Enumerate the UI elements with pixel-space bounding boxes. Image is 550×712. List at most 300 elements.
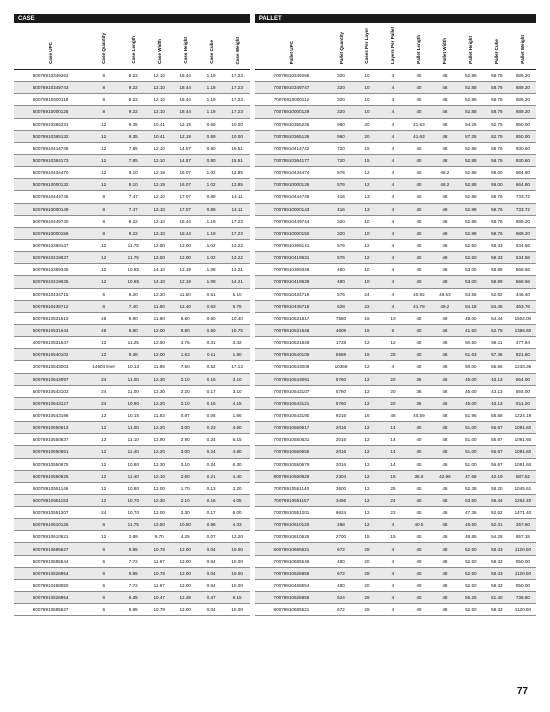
table-cell: 48 [432, 531, 458, 543]
table-cell: 14 [380, 434, 406, 446]
table-cell: 320 [328, 94, 354, 106]
table-cell: 7.72 [120, 579, 146, 591]
table-cell: 634.56 [510, 239, 536, 251]
table-cell: 10 [354, 276, 380, 288]
table-cell: 8 [87, 203, 120, 215]
table-cell: 4 [380, 191, 406, 203]
table-cell: 1.19 [198, 227, 224, 239]
table-cell: 9.35 [120, 118, 146, 130]
table-cell: 960 [328, 130, 354, 142]
table-cell: 9.22 [120, 94, 146, 106]
table-cell: 2304 [328, 470, 354, 482]
table-cell: 11.40 [120, 470, 146, 482]
table-cell: 50078910543127 [14, 397, 87, 409]
table-row [14, 154, 536, 166]
table-cell: 64.45 [484, 300, 510, 312]
table-cell: 0.51 [198, 288, 224, 300]
column-header [484, 23, 510, 70]
table-cell: 576 [328, 239, 354, 251]
table-cell: 9.22 [120, 70, 146, 82]
table-cell: 1120.00 [510, 604, 536, 616]
column-header-label: Case UPC [48, 42, 54, 64]
table-cell: 14.21 [224, 276, 250, 288]
table-cell: 0.64 [198, 555, 224, 567]
table-cell: 50078910000149 [14, 203, 87, 215]
table-cell: 24 [87, 385, 120, 397]
table-cell: 48.2 [432, 179, 458, 191]
table-cell: 10.80 [120, 482, 146, 494]
table-cell: 58.33 [484, 567, 510, 579]
table-cell: 6 [87, 567, 120, 579]
table-cell: 50078910610126 [14, 519, 87, 531]
table-cell: 53.00 [458, 276, 484, 288]
table-cell: 54.28 [484, 531, 510, 543]
table-cell: 58.89 [484, 276, 510, 288]
table-cell: 40 [406, 422, 432, 434]
table-cell: 48 [432, 227, 458, 239]
table-cell: 45.00 [458, 373, 484, 385]
table-cell: 18.44 [172, 94, 198, 106]
table-cell: 12 [87, 142, 120, 154]
table-cell: 10.78 [146, 604, 172, 616]
table-cell: 4 [380, 130, 406, 142]
table-cell: 52.38 [458, 482, 484, 494]
table-cell: 70078910468554 [255, 579, 328, 591]
table-cell: 664.80 [510, 179, 536, 191]
table-cell: 70078910551201 [255, 507, 328, 519]
table-row [14, 227, 536, 239]
table-cell: 70078910434474 [255, 167, 328, 179]
table-cell: 15 [354, 142, 380, 154]
table-cell: 7.47 [120, 191, 146, 203]
table-cell: 40 [406, 604, 432, 616]
table-row [14, 276, 536, 288]
table-cell: 52.78 [484, 324, 510, 336]
table-row [14, 252, 536, 264]
table-cell: 10.41 [146, 130, 172, 142]
table-cell: 36 [406, 373, 432, 385]
table-row [14, 288, 536, 300]
table-cell: 12 [87, 434, 120, 446]
table-cell: 0.24 [198, 434, 224, 446]
table-cell: 12 [87, 154, 120, 166]
table-cell: 48 [432, 482, 458, 494]
table-cell: 14.10 [146, 276, 172, 288]
table-cell: 50078910551153 [14, 494, 87, 506]
table-cell: 10.00 [224, 567, 250, 579]
table-cell: 0.96 [198, 519, 224, 531]
table-cell: 20 [380, 373, 406, 385]
table-cell: 48 [432, 519, 458, 531]
table-cell: 12 [354, 507, 380, 519]
table-cell: 1091.60 [510, 422, 536, 434]
table-cell: 43.13 [484, 385, 510, 397]
table-cell: 4 [380, 264, 406, 276]
table-cell: 55.56 [484, 361, 510, 373]
table-cell: 5760 [328, 385, 354, 397]
table-cell: 12.20 [146, 397, 172, 409]
table-cell: 9.10 [120, 167, 146, 179]
table-cell: 1091.60 [510, 446, 536, 458]
table-row [14, 422, 536, 434]
table-cell: 12 [87, 118, 120, 130]
table-cell: 733.72 [510, 203, 536, 215]
table-cell: 0.21 [198, 470, 224, 482]
table-cell: 56.11 [484, 337, 510, 349]
table-cell: 0.17 [198, 507, 224, 519]
table-cell: 568.66 [510, 276, 536, 288]
table-cell: 15 [354, 154, 380, 166]
table-cell: 8.80 [172, 324, 198, 336]
table-cell: 50078910365132 [14, 130, 87, 142]
table-cell: 48 [380, 409, 406, 421]
table-cell: 60078910685527 [14, 604, 87, 616]
table-cell: 720 [328, 154, 354, 166]
table-cell: 14.11 [224, 203, 250, 215]
table-cell: 4 [380, 106, 406, 118]
table-cell: 50078910550613 [14, 422, 87, 434]
table-cell: 3.00 [172, 446, 198, 458]
table-cell: 7.85 [120, 154, 146, 166]
pallet-group-header: PALLET [255, 14, 536, 23]
table-cell: 48 [87, 312, 120, 324]
column-header-label: Case Height [182, 37, 188, 64]
table-cell: 46 [432, 397, 458, 409]
table-cell: 40.92 [406, 288, 432, 300]
table-row [14, 567, 536, 579]
table-cell: 960 [328, 118, 354, 130]
column-header [14, 23, 87, 70]
table-cell: 921.60 [510, 349, 536, 361]
table-cell: 48 [432, 592, 458, 604]
table-cell: 6.30 [224, 458, 250, 470]
table-cell: 11.97 [146, 555, 172, 567]
table-cell: 20 [354, 555, 380, 567]
table-cell: 12.10 [146, 70, 172, 82]
table-cell: 1.02 [198, 252, 224, 264]
table-cell: 40 [406, 579, 432, 591]
table-cell: 46.50 [458, 519, 484, 531]
table-cell: 12 [354, 519, 380, 531]
table-cell: 15.51 [224, 154, 250, 166]
table-cell: 6 [380, 324, 406, 336]
table-cell: 10.00 [224, 555, 250, 567]
table-cell: 16 [354, 409, 380, 421]
table-cell: 48 [432, 82, 458, 94]
table-cell: 0.63 [198, 300, 224, 312]
table-row [14, 385, 536, 397]
table-cell: 12.10 [146, 227, 172, 239]
table-cell: 4 [380, 70, 406, 82]
table-cell: 28 [354, 604, 380, 616]
table-cell: 48 [432, 215, 458, 227]
table-cell: 10.00 [224, 130, 250, 142]
table-cell: 54.18 [458, 300, 484, 312]
table-cell: 48 [432, 567, 458, 579]
table-cell: 12 [87, 494, 120, 506]
table-cell: 672 [328, 604, 354, 616]
table-cell: 70078910543008 [255, 361, 328, 373]
table-cell: 4.60 [224, 422, 250, 434]
table-cell: 16 [380, 470, 406, 482]
column-header-row [14, 23, 536, 70]
table-cell: 40 [406, 154, 432, 166]
table-cell: 12.00 [172, 252, 198, 264]
table-cell: 49.2 [432, 300, 458, 312]
table-cell: 416 [328, 203, 354, 215]
table-cell: 811.20 [510, 397, 536, 409]
table-cell: 24 [354, 288, 380, 300]
table-cell: 12 [87, 458, 120, 470]
table-cell: 70078910369349 [255, 264, 328, 276]
table-cell: 9.22 [120, 227, 146, 239]
table-cell: 36 [406, 385, 432, 397]
table-row [14, 507, 536, 519]
table-cell: 48 [432, 409, 458, 421]
table-cell: 54.26 [458, 118, 484, 130]
table-cell: 36 [406, 397, 432, 409]
table-cell: 12.19 [146, 167, 172, 179]
case-group-header: CASE [14, 14, 250, 23]
table-cell: 6.00 [224, 507, 250, 519]
table-cell: 48 [432, 154, 458, 166]
table-cell: 10 [354, 264, 380, 276]
table-cell: 40 [406, 592, 432, 604]
table-cell: 3.32 [224, 337, 250, 349]
table-cell: 957.18 [510, 531, 536, 543]
table-cell: 58.20 [484, 482, 510, 494]
table-cell: 0.24 [198, 446, 224, 458]
table-row [14, 519, 536, 531]
table-cell: 5.10 [224, 288, 250, 300]
table-cell: 70078910000150 [255, 227, 328, 239]
table-cell: 70078910550617 [255, 422, 328, 434]
table-cell: 70078910526858 [255, 592, 328, 604]
table-cell: 28 [354, 543, 380, 555]
table-cell: 1.90 [224, 349, 250, 361]
table-row [14, 373, 536, 385]
table-cell: 1120.00 [510, 567, 536, 579]
table-cell: 50078910000118 [14, 94, 87, 106]
table-cell: 50078910543097 [14, 373, 87, 385]
table-cell: 4.05 [224, 494, 250, 506]
column-header-label: Pallet Length [416, 35, 422, 64]
table-cell: 4 [380, 154, 406, 166]
table-row [14, 555, 536, 567]
table-cell: 4.80 [224, 446, 250, 458]
table-cell: 48 [432, 579, 458, 591]
table-cell: 50.50 [458, 337, 484, 349]
table-cell: 58.33 [484, 555, 510, 567]
table-cell: 576 [328, 288, 354, 300]
table-cell: 70078910543091 [255, 373, 328, 385]
column-header [120, 23, 146, 70]
table-cell: 7.47 [120, 203, 146, 215]
table-cell: 0.04 [198, 543, 224, 555]
table-cell: 1.02 [198, 179, 224, 191]
table-cell: 52.88 [458, 167, 484, 179]
table-cell: 40 [406, 458, 432, 470]
table-cell: 3456 [328, 494, 354, 506]
table-cell: 52.88 [458, 94, 484, 106]
table-cell: 477.94 [510, 337, 536, 349]
table-cell: 80078910685521 [255, 604, 328, 616]
table-cell: 3.20 [224, 482, 250, 494]
table-cell: 7680 [328, 312, 354, 324]
table-cell: 4 [380, 276, 406, 288]
table-cell: 40 [406, 337, 432, 349]
table-cell: 87.26 [458, 130, 484, 142]
table-cell: 930.60 [510, 154, 536, 166]
table-cell: 12 [354, 470, 380, 482]
table-cell: 16 [354, 324, 380, 336]
table-cell: 56.67 [484, 446, 510, 458]
table-row [14, 579, 536, 591]
table-cell: 59.00 [484, 179, 510, 191]
table-cell: 12 [354, 361, 380, 373]
table-cell: 48 [432, 142, 458, 154]
table-cell: 70078910531517 [255, 312, 328, 324]
table-cell: 70078910543121 [255, 397, 328, 409]
table-cell: 70078910414742 [255, 142, 328, 154]
table-cell: 59.00 [484, 167, 510, 179]
table-cell: 13.50 [146, 519, 172, 531]
table-cell: 52.88 [458, 227, 484, 239]
table-cell: 56.67 [484, 422, 510, 434]
table-cell: 3.10 [224, 385, 250, 397]
table-cell: 2016 [328, 458, 354, 470]
table-cell: 6 [87, 604, 120, 616]
table-cell: 12.30 [146, 373, 172, 385]
table-cell: 4 [380, 94, 406, 106]
table-cell: 11.00 [120, 385, 146, 397]
table-cell: 16 [354, 312, 380, 324]
table-cell: 11.00 [120, 422, 146, 434]
table-cell: 70078910369141 [255, 239, 328, 251]
table-cell: 4 [380, 592, 406, 604]
table-cell: 1.02 [198, 239, 224, 251]
table-cell: 12.90 [146, 434, 172, 446]
table-cell: 70078910526858 [255, 567, 328, 579]
table-cell: 12.10 [146, 82, 172, 94]
table-cell: 587.52 [510, 470, 536, 482]
table-cell: 6.20 [120, 288, 146, 300]
table-cell: 0.04 [198, 567, 224, 579]
table-cell: 480 [328, 276, 354, 288]
table-cell: 48 [432, 543, 458, 555]
table-cell: 10 [354, 94, 380, 106]
table-cell: 12.19 [172, 276, 198, 288]
table-cell: 4 [380, 288, 406, 300]
table-row [14, 130, 536, 142]
table-cell: 12 [87, 167, 120, 179]
table-row [14, 203, 536, 215]
table-cell: 6.15 [224, 434, 250, 446]
table-cell: 40 [406, 494, 432, 506]
table-cell: 52.88 [458, 154, 484, 166]
column-header [255, 23, 328, 70]
table-cell: 70078910419631 [255, 252, 328, 264]
table-cell: 15 [354, 531, 380, 543]
table-cell: 11.60 [172, 288, 198, 300]
table-cell: 6 [87, 579, 120, 591]
table-cell: 6 [87, 519, 120, 531]
table-cell: 48 [432, 264, 458, 276]
column-header [87, 23, 120, 70]
table-cell: 7.40 [120, 300, 146, 312]
table-cell: 12 [87, 446, 120, 458]
table-cell: 70078910365136 [255, 130, 328, 142]
table-cell: 12.50 [146, 252, 172, 264]
table-cell: 0.16 [198, 494, 224, 506]
table-cell: 10.40 [224, 312, 250, 324]
table-cell: 56.67 [484, 434, 510, 446]
table-cell: 50078910685544 [14, 555, 87, 567]
table-cell: 50078910550651 [14, 446, 87, 458]
table-cell: 58.76 [484, 94, 510, 106]
table-cell: 58.76 [484, 215, 510, 227]
table-cell: 18.44 [172, 227, 198, 239]
table-cell: 20 [380, 385, 406, 397]
table-cell: 40 [406, 531, 432, 543]
column-header-label: Pallet Cube [494, 38, 500, 64]
table-row [14, 142, 536, 154]
table-cell: 12 [87, 349, 120, 361]
table-row [14, 324, 536, 336]
table-cell: 689.20 [510, 227, 536, 239]
table-cell: 9.80 [120, 324, 146, 336]
table-cell: 10 [354, 70, 380, 82]
table-cell: 7.85 [120, 142, 146, 154]
table-body [14, 70, 536, 616]
column-header [198, 23, 224, 70]
table-cell: 8 [87, 215, 120, 227]
table-cell: 70078910540106 [255, 349, 328, 361]
table-cell: 1.70 [172, 482, 198, 494]
table-cell: 14.57 [172, 142, 198, 154]
table-cell: 0.69 [198, 130, 224, 142]
table-cell: 40 [406, 555, 432, 567]
table-cell: 52.50 [458, 555, 484, 567]
table-cell: 12 [87, 239, 120, 251]
table-cell: 672 [328, 567, 354, 579]
table-cell: 12.00 [172, 555, 198, 567]
table-cell: 0.04 [198, 604, 224, 616]
table-cell: 689.20 [510, 215, 536, 227]
table-cell: 12 [87, 130, 120, 142]
table-cell: 70078910435716 [255, 300, 328, 312]
table-cell: 50078910000132 [14, 179, 87, 191]
table-cell: 40 [406, 215, 432, 227]
table-cell: 58.33 [484, 579, 510, 591]
table-cell: 9.22 [120, 82, 146, 94]
table-cell: 25 [380, 482, 406, 494]
table-cell: 11.97 [146, 579, 172, 591]
table-cell: 4 [380, 604, 406, 616]
table-cell: 50078910364173 [14, 154, 87, 166]
table-cell: 52.31 [484, 519, 510, 531]
table-cell: 50078910468550 [14, 579, 87, 591]
table-cell: 850.00 [510, 579, 536, 591]
table-cell: 4.40 [224, 470, 250, 482]
table-cell: 1091.60 [510, 458, 536, 470]
table-cell: 12 [87, 470, 120, 482]
table-cell: 24 [87, 507, 120, 519]
page-number: 77 [516, 686, 528, 697]
table-cell: 4 [380, 118, 406, 130]
table-cell: 12 [354, 494, 380, 506]
table-cell: 50078910551207 [14, 507, 87, 519]
